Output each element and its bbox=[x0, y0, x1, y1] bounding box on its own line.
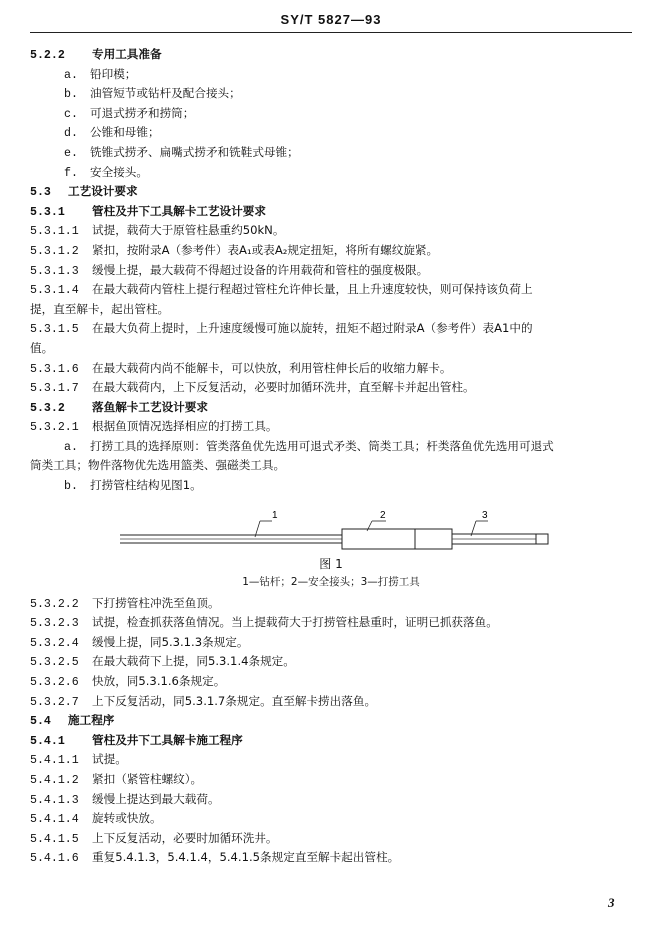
clause-text: 在最大载荷内尚不能解卡，可以快放，利用管柱伸长后的收缩力解卡。 bbox=[92, 360, 452, 375]
tool-item bbox=[30, 163, 632, 183]
clause-text: 上下反复活动，同5.3.1.7条规定。直至解卡捞出落鱼。 bbox=[92, 693, 377, 708]
item-letter: a. bbox=[64, 68, 78, 82]
clause-text-continued: 值。 bbox=[30, 340, 54, 355]
clause-number: 5.3.1.4 bbox=[30, 284, 79, 298]
section-5-3-1-heading bbox=[30, 202, 632, 222]
item-text: 可退式捞矛和捞筒； bbox=[90, 105, 195, 120]
item-text: 打捞工具的选择原则：管类落鱼优先选用可退式矛类、筒类工具；杆类落鱼优先选用可退式 bbox=[90, 438, 554, 453]
item-letter: f. bbox=[64, 166, 78, 180]
fishing-string-diagram bbox=[30, 496, 632, 558]
document-header: SY/T 5827—93 bbox=[280, 12, 382, 27]
clause-number: 5.4.1.1 bbox=[30, 754, 79, 768]
clause-5-3-2-1 bbox=[30, 417, 632, 437]
clause-text: 试提，载荷大于原管柱悬重约50kN。 bbox=[92, 223, 285, 238]
section-title: 施工程序 bbox=[68, 713, 115, 728]
clause-text: 在最大负荷上提时，上升速度缓慢可施以旋转，扭矩不超过附录A（参考件）表A1中的 bbox=[92, 321, 533, 336]
clause-number: 5.3.2.5 bbox=[30, 656, 79, 670]
item-text: 铣锥式捞矛、扁嘴式捞矛和铣鞋式母锥； bbox=[90, 144, 299, 159]
clause-number: 5.4.1.3 bbox=[30, 793, 79, 807]
section-title: 专用工具准备 bbox=[92, 47, 162, 61]
item-text: 油管短节或钻杆及配合接头； bbox=[90, 86, 241, 101]
figure-title: 图 1 bbox=[319, 556, 343, 571]
clause-number: 5.4.1.2 bbox=[30, 774, 79, 787]
page-number: 3 bbox=[608, 895, 615, 910]
clause-5-3-1-7 bbox=[30, 378, 632, 398]
tool-item bbox=[30, 143, 632, 163]
clause-text: 试提。 bbox=[92, 752, 127, 767]
safety-joint-body bbox=[342, 529, 452, 549]
item-letter: b. bbox=[64, 88, 78, 102]
item-text: 铅印模； bbox=[90, 66, 137, 81]
section-5-4-heading bbox=[30, 711, 632, 731]
clause-text: 紧扣（紧管柱螺纹）。 bbox=[92, 772, 203, 786]
section-number: 5.3.2 bbox=[30, 401, 65, 415]
clause-5-4-1-4 bbox=[30, 809, 632, 829]
clause-text: 根据鱼顶情况选择相应的打捞工具。 bbox=[92, 419, 278, 434]
clause-text: 在最大载荷下上提，同5.3.1.4条规定。 bbox=[92, 654, 295, 669]
clause-5-3-1-6 bbox=[30, 359, 632, 379]
clause-number: 5.3.1.6 bbox=[30, 362, 79, 376]
clause-number: 5.3.1.2 bbox=[30, 244, 79, 258]
clause-number: 5.4.1.6 bbox=[30, 852, 79, 866]
clause-number: 5.4.1.4 bbox=[30, 813, 79, 827]
section-title: 工艺设计要求 bbox=[68, 184, 138, 199]
item-letter: a. bbox=[64, 440, 78, 454]
clause-number: 5.3.2.2 bbox=[30, 597, 79, 611]
clause-5-4-1-3 bbox=[30, 790, 632, 810]
section-5-4-1-heading bbox=[30, 731, 632, 751]
clause-text: 下打捞管柱冲洗至鱼顶。 bbox=[92, 595, 220, 610]
clause-5-3-2-6 bbox=[30, 672, 632, 692]
clause-5-3-1-5-cont bbox=[30, 339, 632, 359]
clause-text: 重复5.4.1.3，5.4.1.4，5.4.1.5条规定直至解卡起出管柱。 bbox=[92, 850, 400, 865]
header-rule bbox=[30, 32, 632, 33]
tool-item bbox=[30, 123, 632, 143]
clause-text: 旋转或快放。 bbox=[92, 811, 162, 826]
tool-item bbox=[30, 65, 632, 85]
clause-5-3-1-2 bbox=[30, 241, 632, 261]
section-number: 5.3 bbox=[30, 186, 51, 200]
clause-number: 5.3.2.7 bbox=[30, 695, 79, 709]
section-5-3-heading bbox=[30, 182, 632, 202]
document-body bbox=[30, 45, 632, 868]
clause-number: 5.3.1.5 bbox=[30, 323, 79, 337]
clause-5-3-2-1-a bbox=[30, 437, 632, 457]
clause-number: 5.3.1.1 bbox=[30, 225, 79, 239]
tool-item bbox=[30, 84, 632, 104]
clause-number: 5.3.1.7 bbox=[30, 382, 79, 396]
figure-label-3: 3 bbox=[482, 509, 488, 521]
clause-number: 5.3.2.3 bbox=[30, 617, 79, 631]
clause-number: 5.3.2.1 bbox=[30, 421, 79, 435]
item-text-continued: 筒类工具；物件落物优先选用篮类、强磁类工具。 bbox=[30, 458, 286, 473]
clause-5-3-2-5 bbox=[30, 652, 632, 672]
figure-caption: 1—钻杆；2—安全接头；3—打捞工具 bbox=[242, 575, 420, 588]
clause-5-3-1-5 bbox=[30, 319, 632, 339]
item-text: 公锥和母锥； bbox=[90, 125, 160, 140]
clause-5-3-2-7 bbox=[30, 692, 632, 712]
clause-text-continued: 提，直至解卡，起出管柱。 bbox=[30, 301, 170, 316]
clause-number: 5.3.1.3 bbox=[30, 264, 79, 278]
item-letter: e. bbox=[64, 146, 78, 160]
clause-text: 缓慢上提，同5.3.1.3条规定。 bbox=[92, 634, 249, 649]
clause-5-3-1-3 bbox=[30, 261, 632, 281]
figure-label-2: 2 bbox=[380, 509, 386, 521]
clause-number: 5.3.2.4 bbox=[30, 636, 79, 650]
section-number: 5.4 bbox=[30, 715, 51, 729]
item-text: 打捞管柱结构见图1。 bbox=[90, 478, 202, 493]
item-letter: b. bbox=[64, 480, 78, 494]
section-number: 5.2.2 bbox=[30, 49, 65, 62]
figure-label-1: 1 bbox=[272, 509, 278, 521]
clause-text: 快放，同5.3.1.6条规定。 bbox=[92, 674, 226, 689]
tool-item bbox=[30, 104, 632, 124]
section-title: 管柱及井下工具解卡施工程序 bbox=[92, 732, 243, 747]
clause-5-3-1-1 bbox=[30, 221, 632, 241]
item-letter: d. bbox=[64, 127, 78, 141]
clause-5-3-1-4 bbox=[30, 280, 632, 300]
item-letter: c. bbox=[64, 107, 78, 121]
clause-5-4-1-2 bbox=[30, 770, 632, 790]
clause-5-4-1-5 bbox=[30, 829, 632, 849]
section-number: 5.4.1 bbox=[30, 734, 65, 748]
clause-number: 5.3.2.6 bbox=[30, 676, 79, 690]
clause-text: 上下反复活动，必要时加循环洗井。 bbox=[92, 830, 278, 845]
clause-number: 5.4.1.5 bbox=[30, 832, 79, 846]
section-number: 5.3.1 bbox=[30, 205, 65, 219]
clause-5-3-2-1-b bbox=[30, 476, 632, 496]
fishing-tool-end bbox=[536, 534, 548, 544]
clause-text: 缓慢上提达到最大载荷。 bbox=[92, 791, 220, 806]
clause-5-3-2-3 bbox=[30, 613, 632, 633]
clause-5-4-1-6 bbox=[30, 848, 632, 868]
section-5-2-2-heading bbox=[30, 45, 632, 65]
clause-5-3-2-4 bbox=[30, 633, 632, 653]
clause-5-3-1-4-cont bbox=[30, 300, 632, 320]
section-title: 落鱼解卡工艺设计要求 bbox=[92, 399, 208, 414]
clause-text: 紧扣，按附录A（参考件）表A₁或表A₂规定扭矩，将所有螺纹旋紧。 bbox=[92, 242, 439, 257]
clause-5-3-2-1-a-cont bbox=[30, 456, 632, 476]
section-5-3-2-heading bbox=[30, 398, 632, 418]
clause-text: 缓慢上提，最大载荷不得超过设备的许用载荷和管柱的强度极限。 bbox=[92, 262, 429, 277]
figure-1 bbox=[30, 496, 632, 594]
item-text: 安全接头。 bbox=[90, 164, 148, 179]
clause-text: 试提，检查抓获落鱼情况。当上提载荷大于打捞管柱悬重时，证明已抓获落鱼。 bbox=[92, 615, 498, 630]
clause-5-3-2-2 bbox=[30, 594, 632, 614]
clause-text: 在最大载荷内，上下反复活动，必要时加循环洗井，直至解卡并起出管柱。 bbox=[92, 380, 475, 395]
clause-text: 在最大载荷内管柱上提行程超过管柱允许伸长量，且上升速度较快，则可保持该负荷上 bbox=[92, 282, 533, 297]
clause-5-4-1-1 bbox=[30, 750, 632, 770]
section-title: 管柱及井下工具解卡工艺设计要求 bbox=[92, 203, 266, 218]
